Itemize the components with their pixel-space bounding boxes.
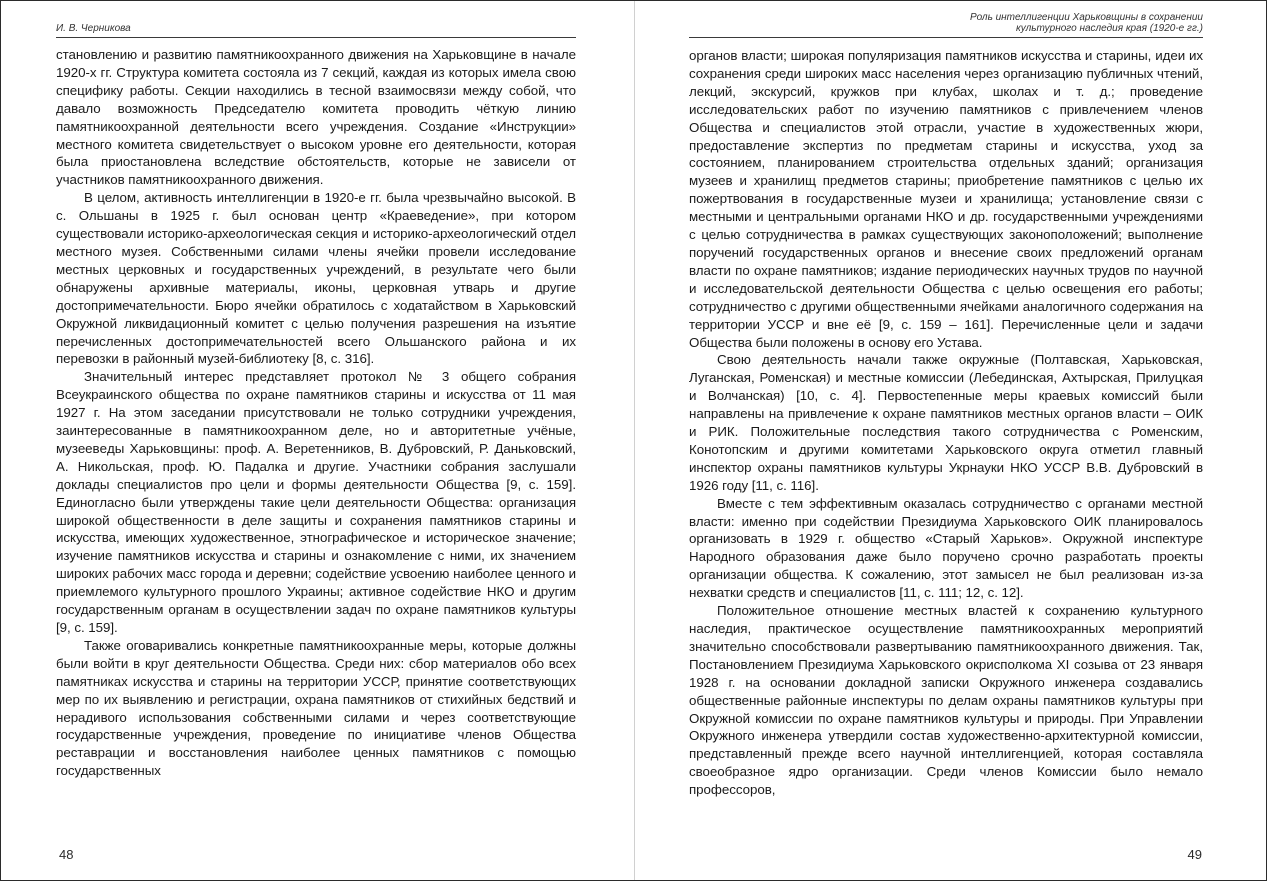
paragraph: Вместе с тем эффективным оказалась сотрудничество с органами местной власти: именно при содействии Президиума Харьковского ОИК планировалось организовать в 1929 г. общество «Старый Харьков». Окружной инспектуре Народного образования даже было поручено срочно разработать проекты организации общества. К сожалению, этот замысел не был реализован из-за нехватки средств и специалистов [11, с. 111; 12, с. 12]. bbox=[689, 495, 1203, 601]
paragraph: В целом, активность интеллигенции в 1920-е гг. была чрезвычайно высокой. В с. Ольшаны в 1925 г. был основан центр «Краеведение», при котором существовали историко-археологическая секция и историко-археологический отдел местного музея. Собственными силами члены ячейки провели исследование местных церковных и государственных учреждений, в результате чего были обнаружены архивные материалы, иконы, церковная утварь и другие достопримечательности. Бюро ячейки обратилось с ходатайством в Харьковский Окружной ликвидационный комитет с целью получения разрешения на изъятие перечисленных достопримечательностей всего Ольшанского района и их перевозки в районный музей-библиотеку [8, с. 316]. bbox=[56, 190, 576, 367]
paragraph: органов власти; широкая популяризация памятников искусства и старины, идеи их сохранения среди широких масс населения через организацию публичных чтений, лекций, экскурсий, кружков при клубах, школах и т. д.; проведение исследовательских работ по изучению памятников с привлечением членов Общества и специалистов этой отрасли, участие в художественных жюри, предоставление экспертиз по предметам старины и искусства, уход за состоянием, планированием строительства отдельных зданий; организация музеев и хранилищ предметов старины; приобретение памятников с целью их пожертвования в государственные музеи и хранилища; установление связи с местными и центральными органами НКО и др. государственными учреждениями с целью сотрудничества в рамках существующих законоположений; выполнение поручений государственных органов и внесение своих предложений органам власти по охране памятников; издание периодических научных трудов по научной и исследовательской деятельности Общества с целью освещения его работы; сотрудничество с другими общественными ячейками аналогичного содержания на территории УССР и вне её [9, с. 159 – 161]. Перечисленные цели и задачи Общества были положены в основу его Устава. bbox=[689, 48, 1203, 350]
left-body-text bbox=[56, 46, 576, 780]
left-page bbox=[56, 1, 576, 880]
paragraph: становлению и развитию памятникоохранного движения на Харьковщине в начале 1920-х гг. Структура комитета состояла из 7 секций, каждая из которых имела свою специфику работы. Секции находились в тесной взаимосвязи между собой, что давало возможность Председателю комитета проводить чёткую линию памятникоохранной деятельности всего учреждения. Создание «Инструкции» местного комитета свидетельствует о высоком уровне его деятельности, которая была приостановлена вследствие обстоятельств, которые не зависели от участников памятникоохранного движения. bbox=[56, 47, 576, 188]
paragraph: Положительное отношение местных властей к сохранению культурного наследия, практическое осуществление памятникоохранных мероприятий значительно способствовали развертыванию памятникоохранного движения. Так, Постановлением Президиума Харьковского окрисполкома XI созыва от 23 января 1928 г. на основании докладной записки Окружного инженера создавались общественные районные инспектуры по делам охраны памятников культуры при Окружной комиссии по охране памятников культуры и природы. При Управлении Окружного инженера утвердили состав художественно-архитектурной комиссии, представленный прежде всего научной интеллигенцией, которая составляла своеобразное ядро организации. Среди членов Комиссии было немало профессоров, bbox=[689, 603, 1203, 798]
paragraph: Также оговаривались конкретные памятникоохранные меры, которые должны были войти в круг деятельности Общества. Среди них: сбор материалов обо всех памятниках искусства и старины на территории УССР, принятие соответствующих мер по их выявлению и регистрации, охрана памятников от стихийных бедствий и нерадивого использования собственными силами и через соответствующие государственные учреждения, проведение по инициативе членов Общества реставрации и восстановления наиболее ценных памятников с помощью государственных bbox=[56, 637, 576, 779]
page-fold bbox=[634, 1, 635, 880]
article-title-line1: Роль интеллигенции Харьковщины в сохранении bbox=[970, 12, 1203, 23]
right-running-head bbox=[689, 12, 1203, 38]
article-title-line2: культурного наследия края (1920-е гг.) bbox=[1016, 23, 1203, 34]
right-body-text bbox=[689, 47, 1203, 799]
paragraph: Свою деятельность начали также окружные (Полтавская, Харьковская, Луганская, Роменская) и местные комиссии (Лебединская, Ахтырская, Прилуцкая и Волчанская) [10, с. 4]. Первостепенные меры краевых комиссий были направлены на привлечение к охране памятников местных органов власти – ОИК и РИК. Положительные последствия такого сотрудничества с Роменским, Конотопским и другими комитетами Харьковского округа отметил главный инспектор охраны памятников культуры Укрнауки НКО УССР В.В. Дубровский в 1926 году [11, с. 116]. bbox=[689, 352, 1203, 493]
paragraph: Значительный интерес представляет протокол № 3 общего собрания Всеукраинского общества по охране памятников старины и искусства от 11 мая 1927 г. На этом заседании присутствовали не только сотрудники учреждения, заинтересованные в памятникоохранном деле, но и авторитетные учёные, музеевeды Харьковщины: проф. А. Веретенников, В. Дубровский, Р. Даньковский, А. Никольская, проф. Ю. Падалка и другие. Участники собрания заслушали доклады специалистов про цели и формы деятельности Общества [9, с. 159]. Единогласно были утверждены такие цели деятельности Общества: организация широкой общественности в деле защиты и сохранения памятников старины и искусства, имеющих художественное, этнографическое и историческое значение; изучение памятников искусства и старины и ознакомление с ними, их значением широких рабочих масс города и деревни; содействие усвоению наиболее ценного и приемлемого культурного прошлого Украины; активное содействие НКО и другим государственным органам в осуществлении задач по охране памятников культуры [9, с. 159]. bbox=[56, 369, 576, 635]
page-number-left: 48 bbox=[59, 847, 74, 862]
left-running-head bbox=[56, 23, 576, 38]
page-number-right: 49 bbox=[1187, 847, 1202, 862]
author-name: И. В. Черникова bbox=[56, 23, 131, 34]
right-page bbox=[689, 1, 1203, 880]
